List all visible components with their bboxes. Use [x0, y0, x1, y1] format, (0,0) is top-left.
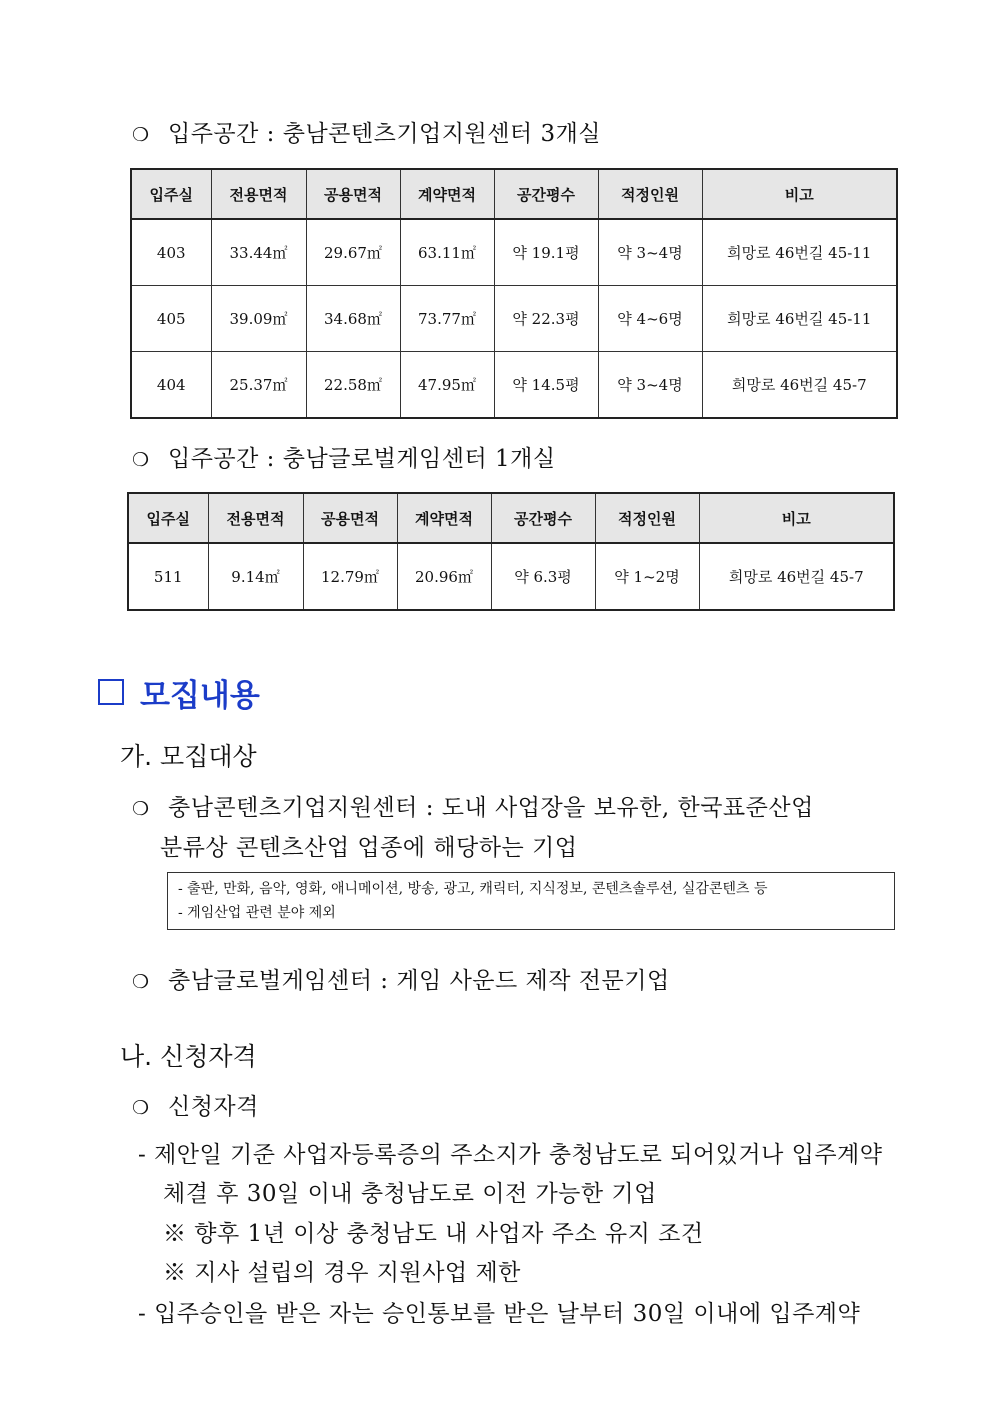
header-remarks: 비고: [699, 493, 894, 543]
target-subtitle: 가. 모집대상: [120, 742, 257, 771]
space1-heading: [132, 115, 601, 148]
table-row: [131, 352, 897, 419]
cell-exclusive-area: 25.37㎡: [211, 352, 306, 419]
cell-room: 511: [128, 543, 208, 610]
header-exclusive-area: 전용면적: [208, 493, 303, 543]
cell-remarks: 희망로 46번길 45-11: [702, 286, 897, 352]
qualification-line-3: - 입주승인을 받은 자는 승인통보를 받은 날부터 30일 이내에 입주계약: [138, 1301, 861, 1327]
cell-room: 404: [131, 352, 211, 419]
recruit-section-title: [98, 670, 260, 715]
header-contract-area: 계약면적: [400, 169, 494, 219]
table-row: [131, 219, 897, 286]
header-exclusive-area: 전용면적: [211, 169, 306, 219]
qualification-subtitle: 나. 신청자격: [120, 1042, 257, 1071]
qualification-line-1: - 제안일 기준 사업자등록증의 주소지가 충청남도로 되어있거나 입주계약: [138, 1142, 883, 1168]
cell-contract-area: 73.77㎡: [400, 286, 494, 352]
circle-bullet-icon: ❍: [132, 449, 150, 471]
note-line-1: - 출판, 만화, 음악, 영화, 애니메이션, 방송, 광고, 캐릭터, 지식정보, 콘텐츠솔루션, 실감콘텐츠 등: [178, 881, 768, 897]
target-line: [132, 789, 814, 822]
header-room: 입주실: [131, 169, 211, 219]
cell-remarks: 희망로 46번길 45-7: [699, 543, 894, 610]
cell-exclusive-area: 33.44㎡: [211, 219, 306, 286]
cell-room: 403: [131, 219, 211, 286]
cell-exclusive-area: 39.09㎡: [211, 286, 306, 352]
cell-capacity: 약 3~4명: [598, 352, 702, 419]
header-room: 입주실: [128, 493, 208, 543]
table-row: [131, 286, 897, 352]
qualification-bullet-text: 신청자격: [168, 1094, 259, 1120]
cell-room: 405: [131, 286, 211, 352]
space1-table: [130, 168, 898, 419]
cell-capacity: 약 3~4명: [598, 219, 702, 286]
cell-remarks: 희망로 46번길 45-7: [702, 352, 897, 419]
circle-bullet-icon: ❍: [132, 798, 150, 820]
qualification-note-1: ※ 향후 1년 이상 충청남도 내 사업자 주소 유지 조건: [163, 1221, 704, 1247]
circle-bullet-icon: ❍: [132, 124, 150, 146]
space2-table: [127, 492, 895, 611]
cell-common-area: 34.68㎡: [306, 286, 400, 352]
recruit-title-text: 모집내용: [140, 678, 260, 714]
cell-remarks: 희망로 46번길 45-11: [702, 219, 897, 286]
header-remarks: 비고: [702, 169, 897, 219]
qualification-bullet: [132, 1088, 259, 1121]
cell-common-area: 29.67㎡: [306, 219, 400, 286]
header-capacity: 적정인원: [595, 493, 699, 543]
cell-common-area: 12.79㎡: [303, 543, 397, 610]
qualification-note-2: ※ 지사 설립의 경우 지원사업 제한: [163, 1260, 521, 1286]
cell-pyeong: 약 14.5평: [494, 352, 598, 419]
qualification-line-2: 체결 후 30일 이내 충청남도로 이전 가능한 기업: [163, 1181, 657, 1207]
cell-capacity: 약 1~2명: [595, 543, 699, 610]
table-header-row: [128, 493, 894, 543]
header-capacity: 적정인원: [598, 169, 702, 219]
cell-pyeong: 약 19.1평: [494, 219, 598, 286]
header-pyeong: 공간평수: [491, 493, 595, 543]
target-line-1: 충남콘텐츠기업지원센터 : 도내 사업장을 보유한, 한국표준산업: [168, 795, 814, 821]
target-line-2: 분류상 콘텐츠산업 업종에 해당하는 기업: [160, 835, 578, 861]
circle-bullet-icon: ❍: [132, 971, 150, 993]
cell-capacity: 약 4~6명: [598, 286, 702, 352]
cell-common-area: 22.58㎡: [306, 352, 400, 419]
header-contract-area: 계약면적: [397, 493, 491, 543]
header-common-area: 공용면적: [306, 169, 400, 219]
header-pyeong: 공간평수: [494, 169, 598, 219]
circle-bullet-icon: ❍: [132, 1097, 150, 1119]
space2-heading-text: 입주공간 : 충남글로벌게임센터 1개실: [168, 446, 556, 472]
cell-contract-area: 63.11㎡: [400, 219, 494, 286]
header-common-area: 공용면적: [303, 493, 397, 543]
note-line-2: - 게임산업 관련 분야 제외: [178, 905, 336, 921]
table-header-row: [131, 169, 897, 219]
cell-pyeong: 약 6.3평: [491, 543, 595, 610]
cell-pyeong: 약 22.3평: [494, 286, 598, 352]
space2-heading: [132, 440, 556, 473]
cell-contract-area: 47.95㎡: [400, 352, 494, 419]
game-center-text: 충남글로벌게임센터 : 게임 사운드 제작 전문기업: [168, 968, 670, 994]
square-bullet-icon: [98, 679, 124, 705]
table-row: [128, 543, 894, 610]
space1-heading-text: 입주공간 : 충남콘텐츠기업지원센터 3개실: [168, 121, 602, 147]
cell-contract-area: 20.96㎡: [397, 543, 491, 610]
industry-note-box: [167, 872, 895, 930]
cell-exclusive-area: 9.14㎡: [208, 543, 303, 610]
game-center-line: [132, 962, 670, 995]
